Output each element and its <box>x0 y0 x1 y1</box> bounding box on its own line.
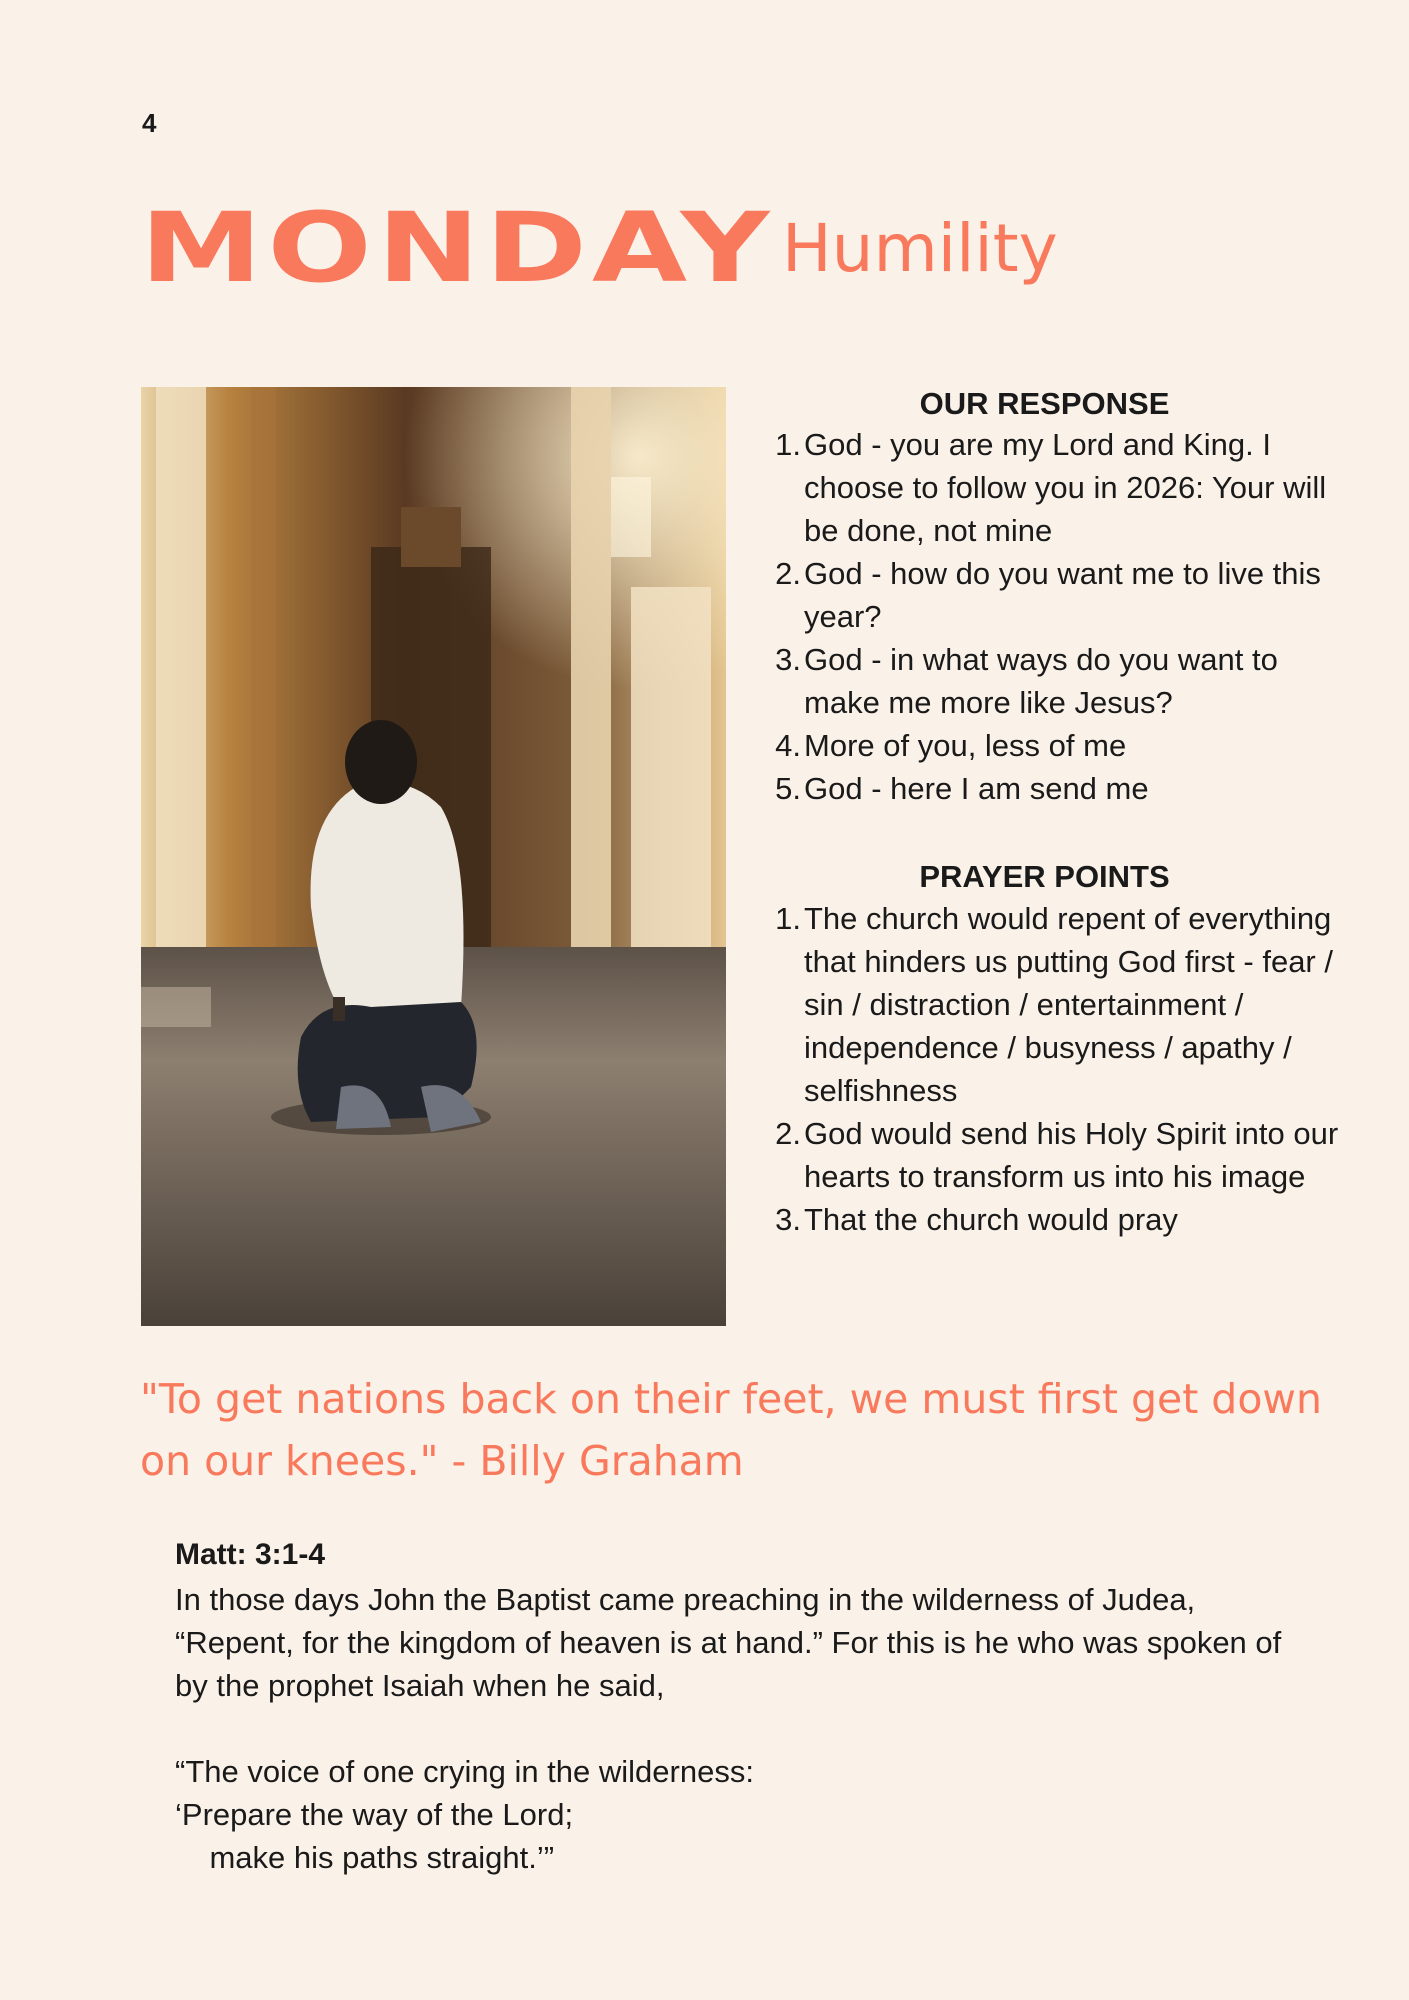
list-item: 3. That the church would pray <box>775 1202 1178 1237</box>
response-list <box>757 423 1342 810</box>
list-item: 3. God - in what ways do you want to make me more like Jesus? <box>775 642 1278 720</box>
prayer-photo <box>141 387 726 1326</box>
scripture-reference: Matt: 3:1-4 <box>175 1538 326 1571</box>
list-item: 2. God would send his Holy Spirit into our hearts to transform us into his image <box>775 1116 1339 1194</box>
theme-title: Humility <box>782 210 1058 287</box>
list-item: 1. God - you are my Lord and King. I choose to follow you in 2026: Your will be done, not mine <box>775 427 1327 548</box>
list-item: 2. God - how do you want me to live this year? <box>775 556 1321 634</box>
scripture-verse: “The voice of one crying in the wilderness: ‘Prepare the way of the Lord; make his paths straight.’” <box>175 1754 754 1875</box>
day-title: MONDAY <box>140 192 775 304</box>
list-item: 4. More of you, less of me <box>775 728 1127 763</box>
prayer-list <box>757 897 1342 1241</box>
list-item: 1. The church would repent of everything that hinders us putting God first - fear / sin / distraction / entertainment / independence / busyness / apathy / selfishness <box>775 901 1333 1108</box>
response-heading: OUR RESPONSE <box>919 386 1170 421</box>
list-item: 5. God - here I am send me <box>775 771 1149 806</box>
prayer-heading: PRAYER POINTS <box>919 859 1170 894</box>
page-number: 4 <box>142 108 157 138</box>
scripture-text: In those days John the Baptist came preaching in the wilderness of Judea, “Repent, for the kingdom of heaven is at hand.” For this is he who was spoken of by the prophet Isaiah when he said, <box>175 1582 1290 1703</box>
billy-graham-quote: "To get nations back on their feet, we must first get down on our knees." - Billy Graham <box>140 1375 1322 1485</box>
